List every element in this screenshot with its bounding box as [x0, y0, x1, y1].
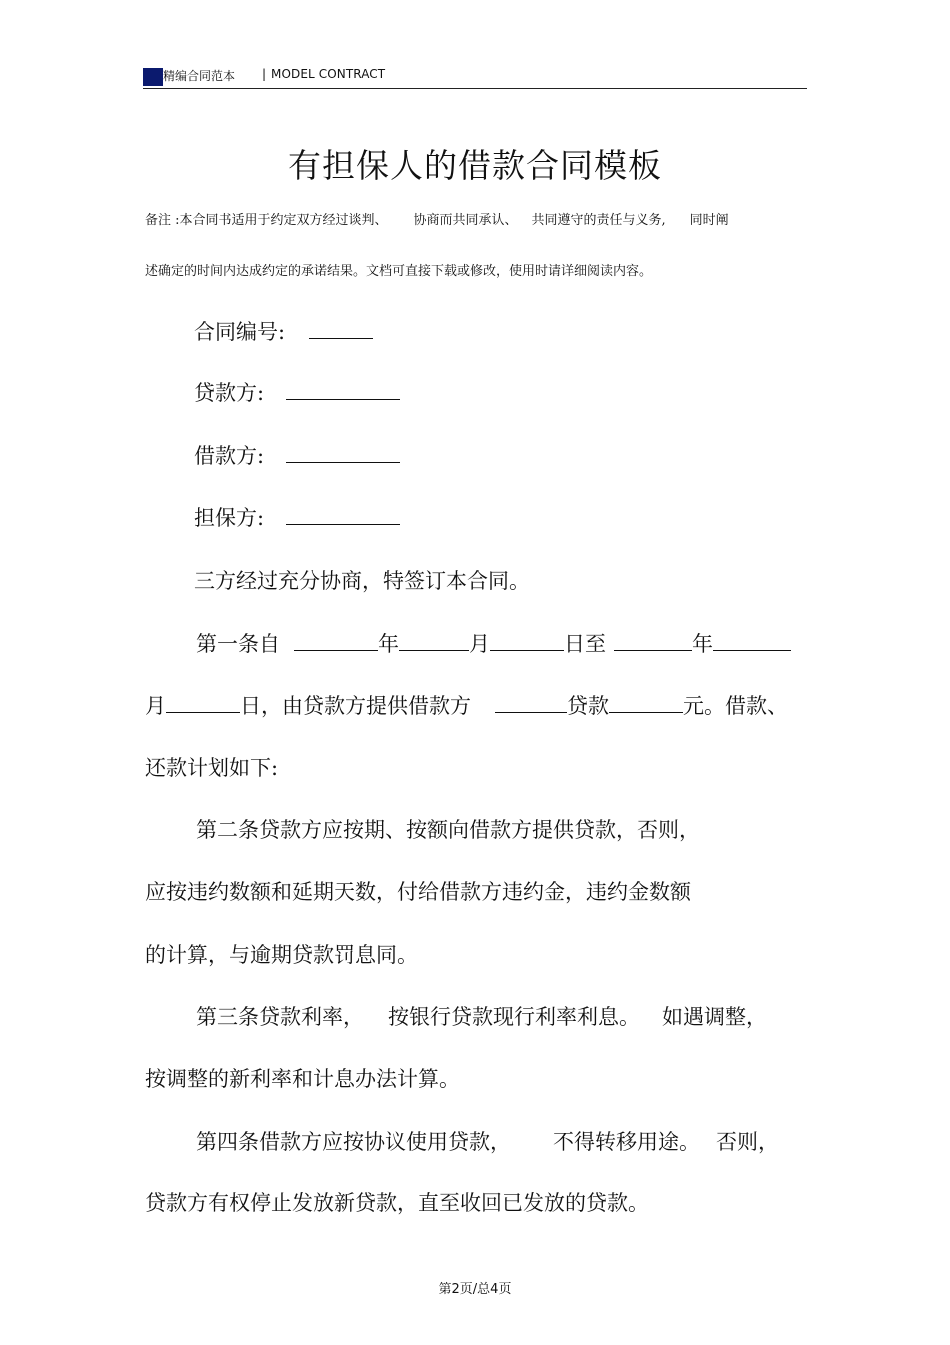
year-label-1: 年	[378, 632, 399, 656]
note-part-c: 共同遵守的责任与义务,	[531, 213, 666, 228]
month-blank-2	[713, 630, 791, 651]
field-borrower	[194, 440, 400, 470]
borrower-blank	[286, 442, 400, 463]
art2-line-3: 的计算，与逾期贷款罚息同。	[145, 943, 418, 967]
page-header	[143, 65, 807, 89]
art1-provide-text: 日，由贷款方提供借款方	[240, 694, 471, 718]
field-contract-no	[194, 316, 373, 346]
lender-blank	[286, 379, 400, 400]
art4-line-1	[196, 1126, 779, 1156]
year-blank-2	[614, 630, 692, 651]
day-to-label: 日至	[564, 632, 606, 656]
art1-prefix: 第一条自	[196, 632, 280, 656]
art3-part-c: 如遇调整，	[662, 1005, 767, 1029]
month-label-1: 月	[469, 632, 490, 656]
year-blank-1	[294, 630, 378, 651]
art1-line-2	[145, 690, 788, 720]
art4-part-b: 不得转移用途。	[553, 1130, 700, 1154]
loan-blank	[495, 692, 567, 713]
logo-square-icon	[143, 68, 163, 86]
borrower-label: 借款方:	[194, 444, 265, 468]
art3-line-2: 按调整的新利率和计息办法计算。	[145, 1067, 460, 1091]
header-brand: 精编合同范本	[163, 69, 236, 83]
header-separator: |	[262, 67, 267, 81]
art4-part-a: 第四条借款方应按协议使用贷款，	[196, 1130, 511, 1154]
art2-line-2: 应按违约数额和延期天数，付给借款方违约金，违约金数额	[145, 880, 691, 904]
month-blank-1	[399, 630, 469, 651]
art2-line-1: 第二条贷款方应按期、按额向借款方提供贷款，否则，	[196, 818, 700, 842]
note-line-2: 述确定的时间内达成约定的承诺结果。文档可直接下载或修改，使用时请详细阅读内容。	[145, 264, 653, 279]
guarantor-label: 担保方:	[194, 506, 265, 530]
contract-no-blank	[309, 318, 373, 339]
art4-line-2: 贷款方有权停止发放新贷款，直至收回已发放的贷款。	[145, 1191, 649, 1215]
note-part-d: 同时阐	[689, 213, 729, 228]
art1-line-1	[196, 628, 791, 658]
header-model-contract: MODEL CONTRACT	[271, 67, 386, 81]
note-line-1	[145, 209, 729, 228]
note-part-a: 备注 :本合同书适用于约定双方经过谈判、	[145, 213, 388, 228]
day-blank-1	[490, 630, 564, 651]
note-part-b: 协商而共同承认、	[413, 213, 518, 228]
month-label-2: 月	[145, 694, 166, 718]
document-title: 有担保人的借款合同模板	[288, 146, 662, 185]
year-label-2: 年	[692, 632, 713, 656]
yuan-label: 元。借款、	[683, 694, 788, 718]
field-guarantor	[194, 502, 400, 532]
loan-label: 贷款	[567, 694, 609, 718]
art4-part-c: 否则，	[716, 1130, 779, 1154]
art3-part-a: 第三条贷款利率，	[196, 1005, 364, 1029]
guarantor-blank	[286, 504, 400, 525]
lender-label: 贷款方:	[194, 381, 265, 405]
contract-no-label: 合同编号:	[194, 320, 286, 344]
art3-line-1	[196, 1001, 767, 1031]
amount-blank	[609, 692, 683, 713]
day-blank-2	[166, 692, 240, 713]
page-footer: 第2页/总4页	[438, 1282, 512, 1297]
field-lender	[194, 377, 400, 407]
art1-line-3: 还款计划如下:	[145, 756, 279, 780]
art3-part-b: 按银行贷款现行利率利息。	[388, 1005, 640, 1029]
intro-paragraph: 三方经过充分协商，特签订本合同。	[194, 569, 530, 593]
